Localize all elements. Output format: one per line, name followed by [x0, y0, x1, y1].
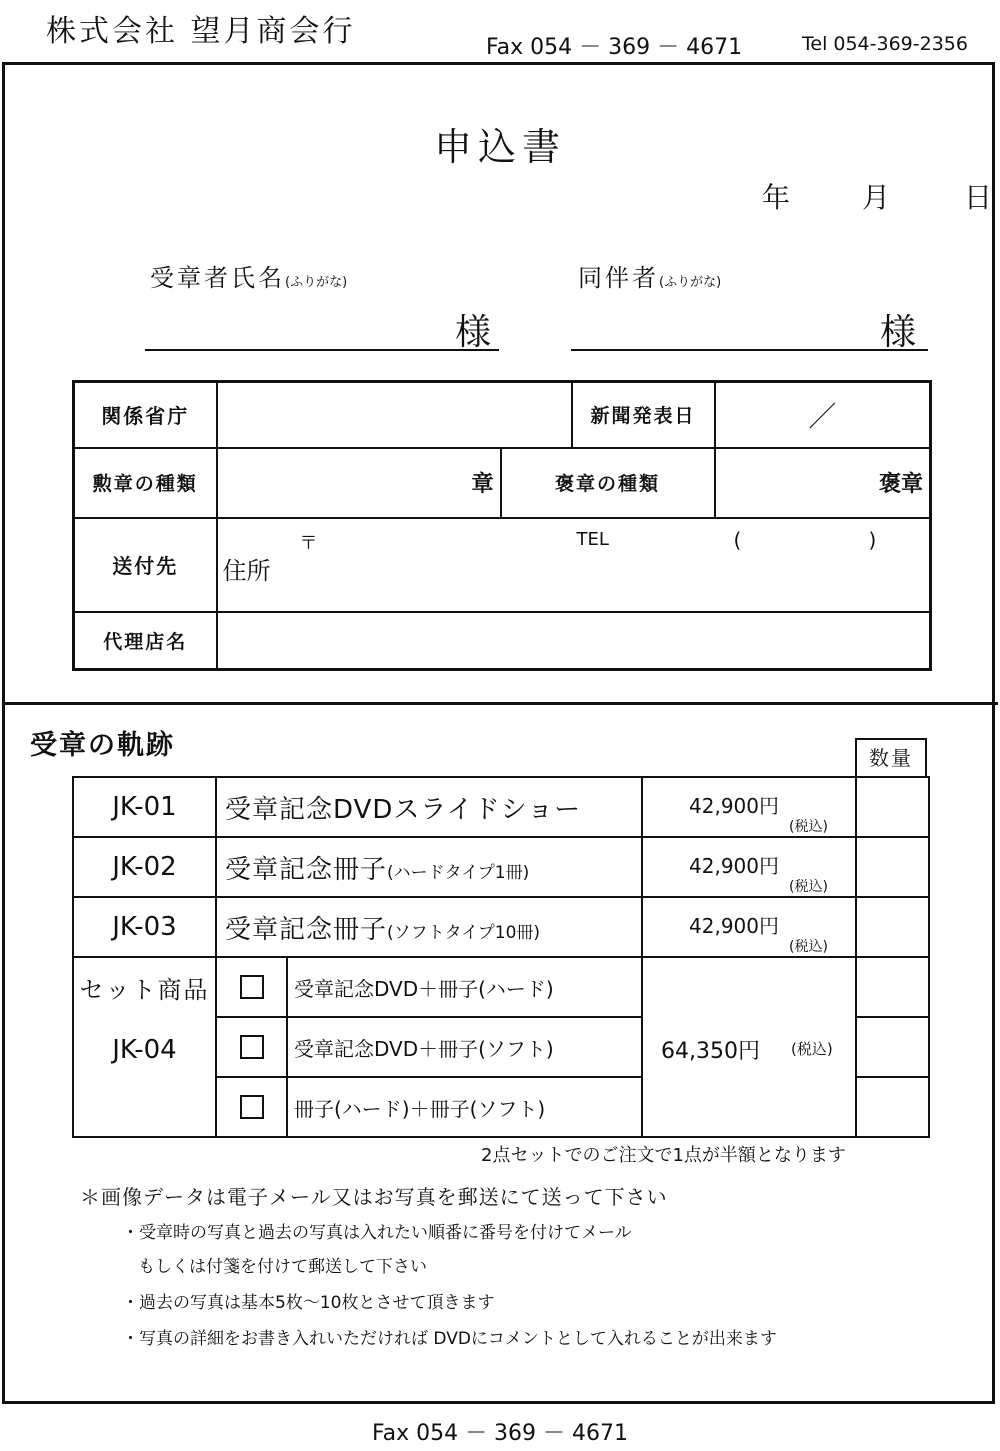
price-tax-note: (税込): [789, 939, 828, 955]
recipient-honorific: 様: [455, 312, 492, 353]
footer-fax: Fax 054 － 369 － 4671: [371, 1421, 629, 1446]
set-option-checkbox[interactable]: [216, 1077, 287, 1137]
decoration-row: [74, 448, 931, 518]
price-amount: 42,900円: [689, 794, 779, 818]
decoration-type-field[interactable]: [217, 448, 501, 518]
set-option-name: 受章記念DVD＋冊子(ソフト): [287, 1017, 642, 1077]
product-price: [642, 837, 856, 897]
set-price-cell: [642, 957, 856, 1137]
decoration-type-label: 勲章の種類: [74, 448, 217, 518]
table-row: [73, 837, 929, 897]
tel-label: TEL: [576, 528, 609, 550]
set-option-checkbox[interactable]: [216, 957, 287, 1017]
companion-furigana: (ふりがな): [659, 275, 722, 290]
product-code: JK-03: [73, 897, 216, 957]
header-fax: Fax 054 － 369 － 4671: [486, 35, 743, 60]
set-option-name: 冊子(ハード)＋冊子(ソフト): [287, 1077, 642, 1137]
recipient-label-text: 受章者氏名: [150, 264, 285, 292]
date-year: 年: [762, 181, 791, 214]
product-name-text: 受章記念冊子: [225, 854, 388, 885]
product-name: [216, 777, 642, 837]
destination-row: [74, 518, 931, 612]
section-divider: [2, 702, 998, 705]
product-name: [216, 897, 642, 957]
table-row: [73, 897, 929, 957]
quantity-field[interactable]: [856, 957, 929, 1017]
product-name-text: 受章記念冊子: [225, 914, 388, 945]
destination-label: 送付先: [74, 518, 217, 612]
product-name-note: (ソフトタイプ10冊): [387, 922, 541, 943]
decoration-suffix: 章: [471, 472, 494, 497]
date-slash: ／: [808, 399, 837, 433]
address-label: 住所: [222, 556, 271, 585]
companion-name-field[interactable]: [571, 349, 928, 351]
news-date-field[interactable]: [715, 382, 931, 448]
section-title: 受章の軌跡: [30, 730, 175, 761]
image-data-note: ＊画像データは電子メール又はお写真を郵送にて送って下さい: [80, 1185, 668, 1209]
product-price: [642, 897, 856, 957]
medal-type-field[interactable]: [715, 448, 931, 518]
quantity-header: 数量: [855, 738, 927, 776]
companion-honorific: 様: [880, 312, 917, 353]
set-option-checkbox[interactable]: [216, 1017, 287, 1077]
destination-field[interactable]: [217, 518, 931, 612]
recipient-name-label: [150, 258, 347, 293]
set-row: [73, 957, 929, 1017]
ministry-label: 関係省庁: [74, 382, 217, 448]
tel-paren-close: ): [868, 527, 877, 552]
agency-row: [74, 612, 931, 670]
quantity-field[interactable]: [856, 897, 929, 957]
set-product-label: セット商品: [79, 976, 210, 1004]
product-name: [216, 837, 642, 897]
quantity-field[interactable]: [856, 777, 929, 837]
note-bullet: もしくは付箋を付けて郵送して下さい: [138, 1257, 427, 1277]
company-name: 株式会社 望月商会行: [46, 14, 356, 49]
agency-label: 代理店名: [74, 612, 217, 670]
checkbox-icon: [240, 975, 264, 999]
ministry-field[interactable]: [217, 382, 572, 448]
price-tax-note: (税込): [789, 879, 828, 895]
companion-label-text: 同伴者: [578, 264, 659, 292]
form-title: 申込書: [433, 125, 566, 169]
product-name-text: 受章記念DVDスライドショー: [225, 794, 582, 825]
price-tax-note: (税込): [789, 819, 828, 835]
set-option-name: 受章記念DVD＋冊子(ハード): [287, 957, 642, 1017]
recipient-furigana: (ふりがな): [285, 275, 348, 290]
companion-name-label: [578, 258, 721, 293]
table-row: [73, 777, 929, 837]
quantity-field[interactable]: [856, 1017, 929, 1077]
checkbox-icon: [240, 1035, 264, 1059]
product-code: JK-01: [73, 777, 216, 837]
product-price: [642, 777, 856, 837]
recipient-name-field[interactable]: [145, 349, 499, 351]
ministry-row: [74, 382, 931, 448]
postal-mark: 〒: [299, 532, 318, 554]
product-code: JK-02: [73, 837, 216, 897]
note-bullet: ・過去の写真は基本5枚～10枚とさせて頂きます: [122, 1293, 495, 1313]
date-day: 日: [964, 181, 993, 214]
product-table: [72, 776, 930, 1138]
checkbox-icon: [240, 1095, 264, 1119]
set-price-tax: (税込): [791, 1040, 833, 1058]
product-name-note: (ハードタイプ1冊): [387, 862, 530, 883]
set-discount-note: 2点セットでのご注文で1点が半額となります: [481, 1145, 846, 1166]
date-month: 月: [862, 181, 891, 214]
medal-type-label: 褒章の種類: [501, 448, 715, 518]
price-amount: 42,900円: [689, 854, 779, 878]
set-product-code: JK-04: [112, 1035, 177, 1065]
info-table: [72, 380, 932, 671]
set-price-amount: 64,350円: [661, 1039, 760, 1064]
medal-suffix: 褒章: [879, 472, 924, 497]
tel-paren-open: (: [733, 527, 742, 552]
note-bullet: ・写真の詳細をお書き入れいただければ DVDにコメントとして入れることが出来ます: [122, 1329, 777, 1349]
agency-field[interactable]: [217, 612, 931, 670]
quantity-field[interactable]: [856, 837, 929, 897]
set-product-cell: [73, 957, 216, 1137]
news-date-label: 新聞発表日: [572, 382, 715, 448]
header-tel: Tel 054-369-2356: [802, 33, 968, 55]
quantity-field[interactable]: [856, 1077, 929, 1137]
price-amount: 42,900円: [689, 914, 779, 938]
note-bullet: ・受章時の写真と過去の写真は入れたい順番に番号を付けてメール: [122, 1223, 632, 1243]
